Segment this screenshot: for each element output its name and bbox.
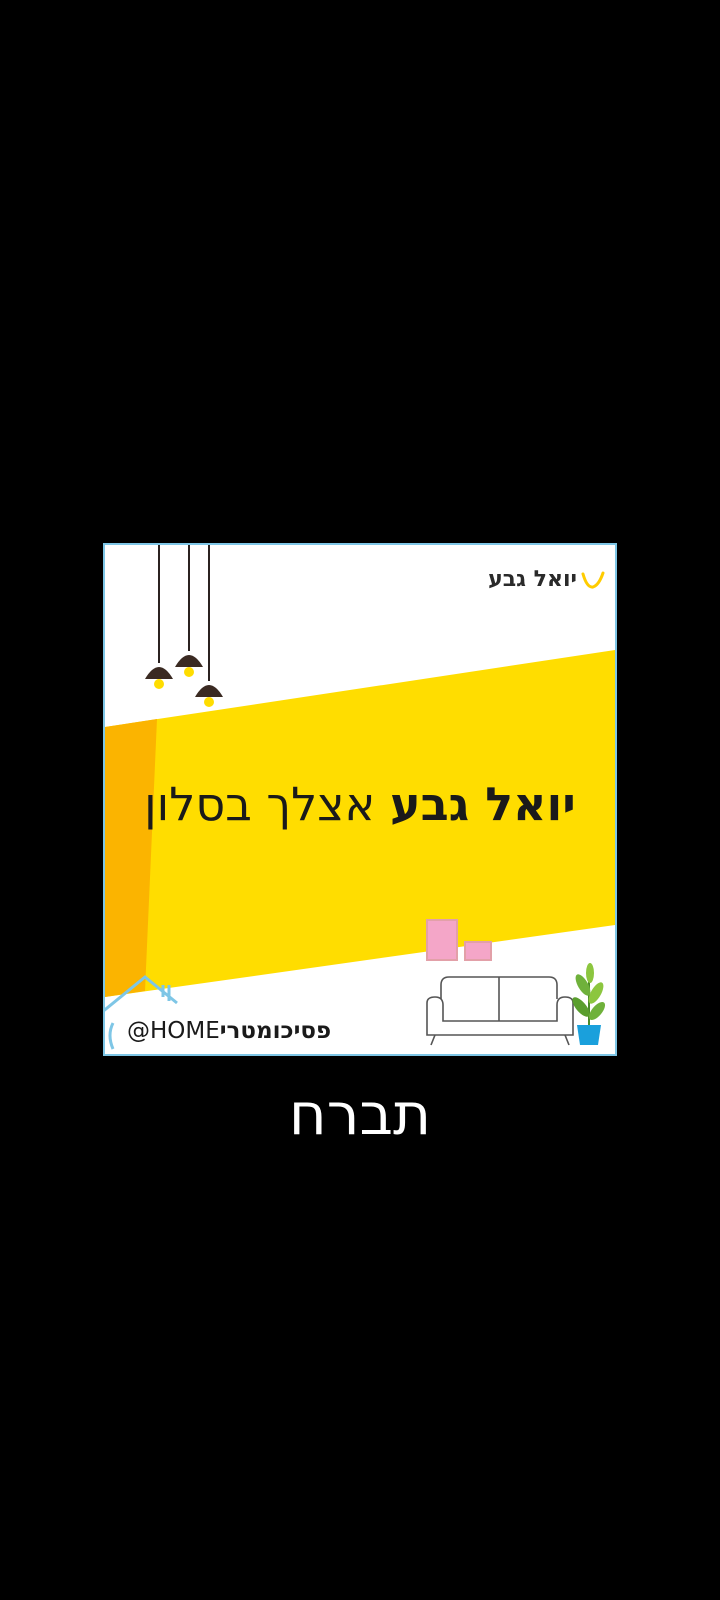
pendant-lamp-icon bbox=[195, 545, 223, 707]
footer-handle-word: פסיכומטרי bbox=[219, 1018, 332, 1044]
brand-logo bbox=[488, 567, 605, 592]
brand-name: יואל גבע bbox=[488, 567, 577, 592]
headline bbox=[105, 777, 615, 831]
pendant-lamp-icon bbox=[145, 545, 173, 689]
headline-rest: אצלך בסלון bbox=[144, 777, 376, 831]
screen-caption: תברח bbox=[288, 1080, 432, 1148]
pendant-lamp-icon bbox=[175, 545, 203, 677]
footer-handle-prefix: @HOME bbox=[127, 1018, 220, 1044]
sofa-icon bbox=[427, 977, 573, 1045]
headline-name: יואל גבע bbox=[389, 777, 576, 831]
plant-icon bbox=[569, 963, 607, 1045]
logo-check-icon bbox=[581, 570, 605, 590]
footer-handle bbox=[127, 1018, 331, 1044]
splash-card[interactable] bbox=[103, 543, 617, 1056]
